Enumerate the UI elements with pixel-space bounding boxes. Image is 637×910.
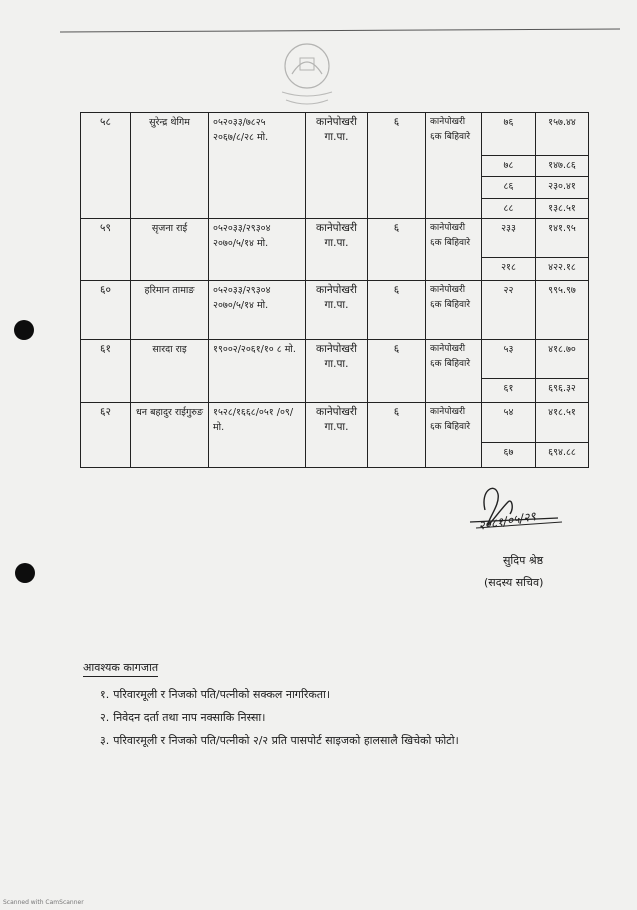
owner-name-cell: हरिमान तामाङ [131, 281, 209, 340]
serial-number-cell: ६२ [81, 402, 131, 467]
address-cell: कानेपोखरी गा.पा. [306, 340, 368, 402]
land-record-table [80, 112, 589, 468]
kitta-number-cell: ८८ [482, 198, 536, 218]
area-cell: ६९६.३२ [536, 379, 589, 402]
area-cell: २३०.४१ [536, 177, 589, 198]
area-cell: ४२२.१८ [536, 257, 589, 280]
serial-number-cell: ५८ [81, 113, 131, 219]
kitta-number-cell: २२ [482, 281, 536, 340]
land-location-cell: कानेपोखरी ६क बिहिवारे [426, 113, 482, 219]
office-seal-stamp [262, 36, 352, 108]
ward-cell: ६ [368, 219, 426, 281]
kitta-number-cell: ८६ [482, 177, 536, 198]
land-location-cell: कानेपोखरी ६क बिहिवारे [426, 402, 482, 467]
punch-hole [14, 320, 34, 340]
area-cell: १४७.८६ [536, 155, 589, 176]
list-item: १. परिवारमूली र निजको पति/पत्नीको सक्कल नागरिकता। [100, 688, 331, 701]
area-cell: १४१.९५ [536, 219, 589, 258]
area-cell: ४१८.५१ [536, 402, 589, 443]
kitta-number-cell: ७८ [482, 155, 536, 176]
address-cell: कानेपोखरी गा.पा. [306, 113, 368, 219]
serial-number-cell: ६० [81, 281, 131, 340]
table-row [81, 281, 589, 340]
kitta-number-cell: ५३ [482, 340, 536, 379]
citizenship-cell: ०५२०३३/७८२५ २०६७/८/२८ मो. [209, 113, 306, 219]
punch-hole [15, 563, 35, 583]
land-location-cell: कानेपोखरी ६क बिहिवारे [426, 281, 482, 340]
scanner-footer: Scanned with CamScanner [3, 899, 84, 906]
citizenship-cell: ०५२०३३/२९३०४ २०७०/५/१४ मो. [209, 219, 306, 281]
ward-cell: ६ [368, 340, 426, 402]
signatory-title: (सदस्य सचिव) [484, 576, 544, 589]
ward-cell: ६ [368, 402, 426, 467]
citizenship-cell: १५२८/१६६८/०५१ /०९/ मो. [209, 402, 306, 467]
area-cell: १३८.५१ [536, 198, 589, 218]
list-item: ३. परिवारमूली र निजको पति/पत्नीको २/२ प्रति पासपोर्ट साइजको हालसालै खिचेको फोटो। [100, 734, 459, 747]
ward-cell: ६ [368, 281, 426, 340]
kitta-number-cell: ७६ [482, 113, 536, 156]
table-row [81, 402, 589, 443]
signatory-name: सुदिप श्रेष्ठ [503, 554, 544, 567]
requirements-heading: आवश्यक कागजात [83, 660, 158, 677]
kitta-number-cell: २१८ [482, 257, 536, 280]
kitta-number-cell: २३३ [482, 219, 536, 258]
owner-name-cell: सुरेन्द्र थेगिम [131, 113, 209, 219]
address-cell: कानेपोखरी गा.पा. [306, 281, 368, 340]
citizenship-cell: १९००२/२०६१/१० ८ मो. [209, 340, 306, 402]
land-location-cell: कानेपोखरी ६क बिहिवारे [426, 219, 482, 281]
owner-name-cell: सारदा राइ [131, 340, 209, 402]
table-row [81, 219, 589, 258]
kitta-number-cell: ६१ [482, 379, 536, 402]
signature-date: २०८१/०५/२९ [477, 509, 537, 533]
owner-name-cell: धन बहादुर राईगुरुङ [131, 402, 209, 467]
table-row [81, 113, 589, 156]
area-cell: १५७.४४ [536, 113, 589, 156]
owner-name-cell: सृजना राई [131, 219, 209, 281]
address-cell: कानेपोखरी गा.पा. [306, 402, 368, 467]
top-rule [60, 29, 620, 33]
ward-cell: ६ [368, 113, 426, 219]
area-cell: ६९४.८८ [536, 443, 589, 468]
kitta-number-cell: ५४ [482, 402, 536, 443]
area-cell: ४१८.७० [536, 340, 589, 379]
serial-number-cell: ५९ [81, 219, 131, 281]
area-cell: ९९५.९७ [536, 281, 589, 340]
citizenship-cell: ०५२०३३/२९३०४ २०७०/५/१४ मो. [209, 281, 306, 340]
requirements-list [100, 683, 459, 752]
table-row [81, 340, 589, 379]
address-cell: कानेपोखरी गा.पा. [306, 219, 368, 281]
land-location-cell: कानेपोखरी ६क बिहिवारे [426, 340, 482, 402]
list-item: २. निवेदन दर्ता तथा नाप नक्साकि निस्सा। [100, 711, 266, 724]
serial-number-cell: ६१ [81, 340, 131, 402]
kitta-number-cell: ६७ [482, 443, 536, 468]
